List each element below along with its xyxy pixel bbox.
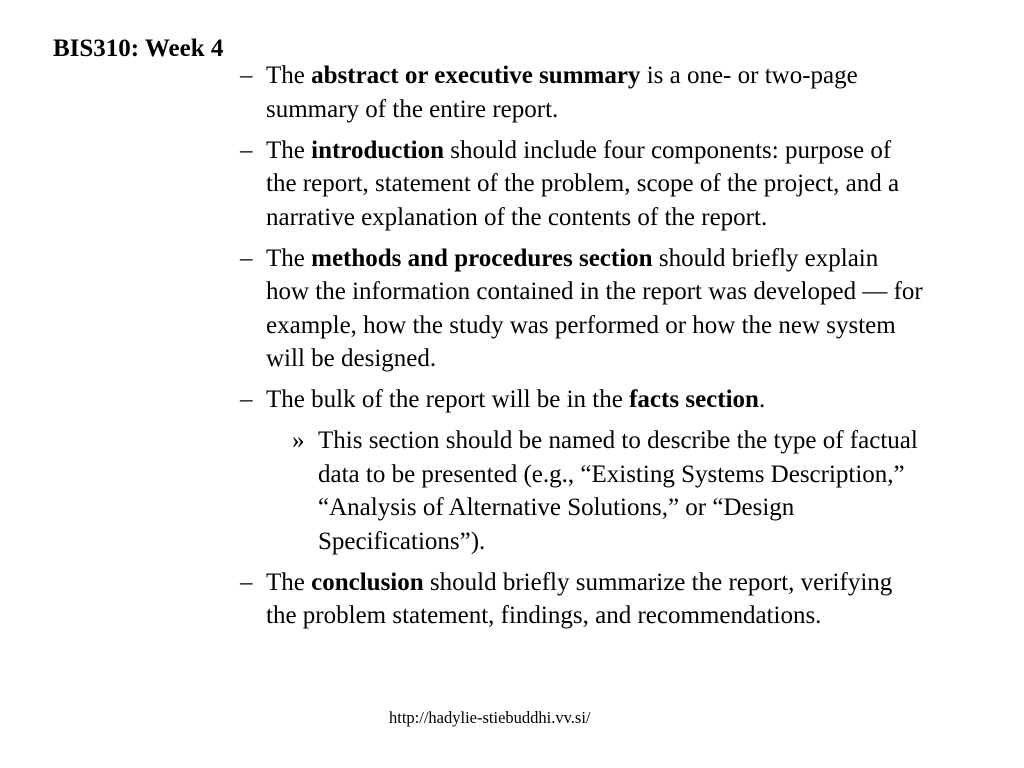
bullet-term: conclusion xyxy=(311,568,424,596)
bullet-text-pre: The xyxy=(266,568,312,596)
bullet-text-post: . xyxy=(758,386,766,413)
bullet-methods xyxy=(240,242,926,376)
bullet-introduction xyxy=(240,134,926,235)
sub-bullet-facts-naming xyxy=(292,424,920,558)
bullet-term: facts section xyxy=(629,386,759,413)
dash-marker: – xyxy=(240,568,253,596)
dash-marker: – xyxy=(240,386,253,413)
dash-marker: – xyxy=(240,62,253,89)
bullet-text-post: should briefly explain how the information contained in the report was developed — for example, how the study was performed or how the new system will be designed. xyxy=(266,244,923,372)
bullet-text-pre: The xyxy=(266,136,312,164)
bullet-term: methods and procedures section xyxy=(311,244,653,272)
bullet-text-pre: The xyxy=(266,62,312,89)
bullet-text-pre: The xyxy=(266,244,312,272)
bullet-text-pre: The bulk of the report will be in the xyxy=(266,386,630,413)
bullet-facts xyxy=(240,383,926,417)
slide-title: BIS310: Week 4 xyxy=(53,35,224,62)
chevron-marker: » xyxy=(292,427,305,454)
sub-bullet-text: This section should be named to describe the type of factual data to be presented (e.g., “Existing Systems Description,” “Analysis of Alternative Solutions,” or “Design Specifications”). xyxy=(318,427,918,555)
bullet-term: introduction xyxy=(311,136,445,164)
bullet-text-post: should include four components: purpose of the report, statement of the problem, scope of the project, and a narrative explanation of the contents of the report. xyxy=(266,136,900,231)
bullet-conclusion xyxy=(240,566,926,633)
bullet-text-post: should briefly summarize the report, verifying the problem statement, findings, and recommendations. xyxy=(266,568,893,629)
bullet-term: abstract or executive summary xyxy=(311,62,641,89)
footer-url: http://hadylie-stiebuddhi.vv.si/ xyxy=(389,708,591,727)
bullet-list xyxy=(240,59,940,640)
bullet-abstract xyxy=(240,59,926,126)
dash-marker: – xyxy=(240,244,253,272)
bullet-text-post: is a one- or two-page summary of the entire report. xyxy=(266,62,858,123)
dash-marker: – xyxy=(240,136,253,164)
